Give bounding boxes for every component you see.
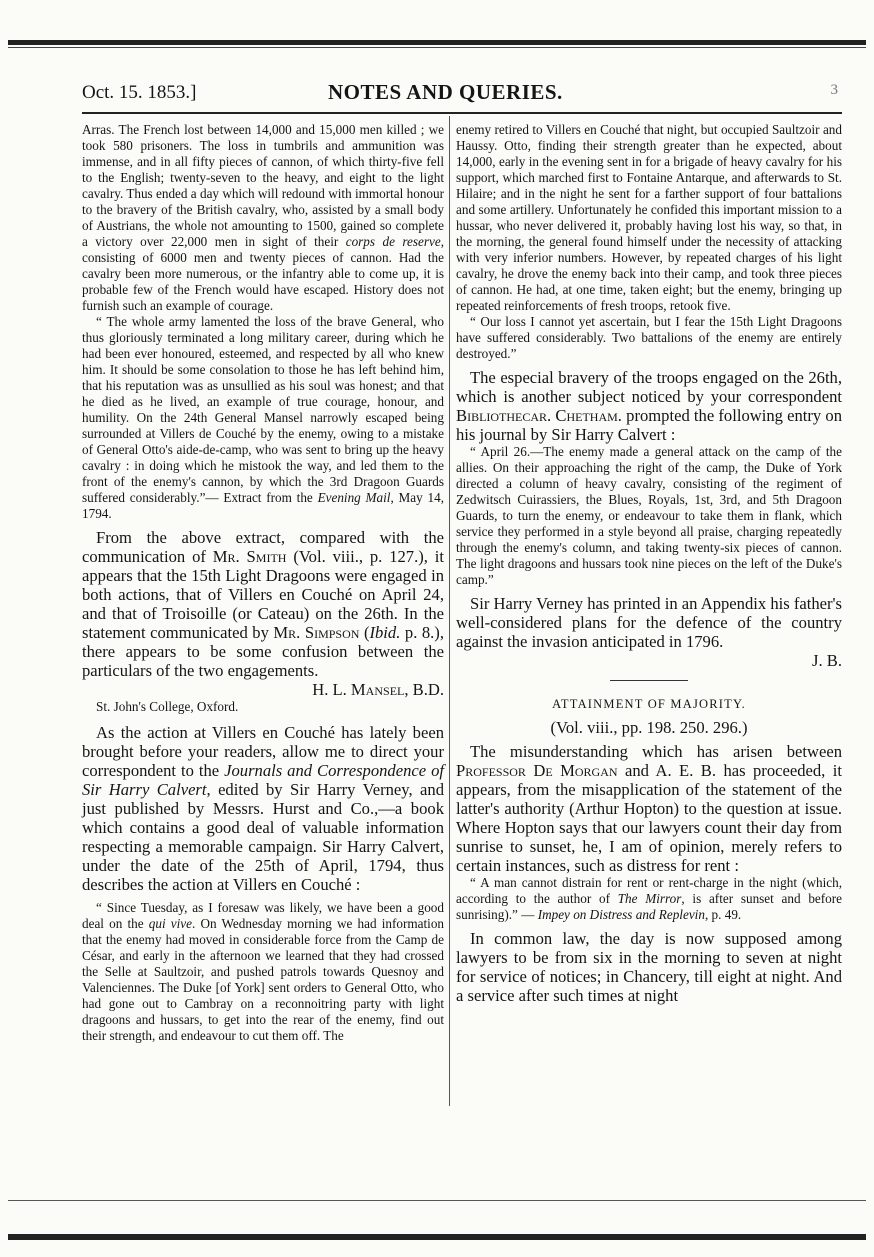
header-title: NOTES AND QUERIES.: [328, 80, 563, 104]
paragraph-especial-bravery: The especial bravery of the troops engaged on the 26th, which is another subject noticed by your correspondent Bibliothecar. Chetham. prompted the following entry on his journal by Sir Harry Calvert :: [456, 368, 843, 444]
section-separator: [610, 680, 688, 681]
header-page-number: 3: [830, 82, 838, 98]
paragraph-battle-account: Arras. The French lost between 14,000 and 15,000 men killed ; we took 580 prisoners. The loss in tumbrils and ammunition was immense, and in all fifty pieces of cannon, of which thirty-five fell to the English; twenty-seven to the heavy, and eight to the light cavalry. Thus ended a day which will redound with immortal honour to the bravery of the British cavalry, who, assisted by a small body of Austrians, the whole not amounting to 1500, gained so complete a victory over 22,000 men in sight of their corps de reserve, consisting of 6000 men and twenty pieces of cannon. Had the cavalry been more numerous, or the infantry able to come up, it is probable few of the French would have escaped. History does not furnish such an example of courage.: [82, 122, 444, 313]
paragraph-enemy-retired: enemy retired to Villers en Couché that night, but occupied Saultzoir and Haussy. Otto, finding their strength greater than he expected, about 14,000, early in the evening sent in for a brigade of heavy cavalry for his support, which marched first to Fontaine Antarque, and afterwards to St. Hilaire; and in the night he sent for a farther support of four battalions and some artillery. Unfortunately he confided this important mission to a hussar, who never delivered it, probably having lost his way, so that, in the morning, the general found himself under the necessity of attacking with very inferior numbers. However, by repeated charges of his light cavalry, he drove the enemy back into their camp, and took three pieces of cannon. He had, at one time, taken eight; but the enemy, bringing up repeated reinforcements of fresh troops, retook five.: [456, 122, 842, 313]
right-column: [456, 122, 842, 1005]
header-rule: [82, 112, 842, 114]
section-title: ATTAINMENT OF MAJORITY.: [552, 697, 746, 711]
signature-place: St. John's College, Oxford.: [96, 699, 239, 714]
column-divider: [449, 116, 450, 1106]
bottom-border-rule: [8, 1234, 866, 1240]
section-reference: (Vol. viii., pp. 198. 250. 296.): [550, 718, 748, 737]
paragraph-april-26-quote: “ April 26.—The enemy made a general attack on the camp of the allies. On their approaching the right of the camp, the Duke of York directed a column of heavy cavalry, consisting of the regiment of Zedwitsch Cuirassiers, the Blues, Royals, 1st, 3rd, and 5th Dragoon Guards, to turn the enemy, or endeavour to take them in flank, which service they performed in a style beyond all praise, charging repeatedly through the enemy's column, and taking twenty-six pieces of cannon. The light dragoons and hussars took nine pieces on the left of the Duke's camp.”: [456, 444, 842, 587]
left-column: [82, 122, 444, 1044]
paragraph-mansel-note: From the above extract, compared with the communication of Mr. Smith (Vol. viii., p. 127.), it appears that the 15th Light Dragoons were engaged in both actions, that of Villers en Couché on April 24, and that of Troisoille (or Cateau) on the 26th. In the statement communicated by Mr. Simpson (Ibid. p. 8.), there appears to be some confusion between the particulars of the two engagements.: [82, 528, 444, 680]
paragraph-distrain-quote: “ A man cannot distrain for rent or rent-charge in the night (which, according to the author of The Mirror, is after sunset and before sunrising).” — Impey on Distress and Replevin, p. 49.: [456, 875, 842, 922]
signature-mansel: H. L. Mansel, B.D.: [312, 680, 444, 699]
paragraph-villers-action: As the action at Villers en Couché has lately been brought before your readers, allow me to direct your correspondent to the Journals and Correspondence of Sir Harry Calvert, edited by Sir Harry Verney, and just published by Messrs. Hurst and Co.,—a book which contains a good deal of valuable information respecting a memorable campaign. Sir Harry Calvert, under the date of the 25th of April, 1794, thus describes the action at Villers en Couché :: [82, 723, 445, 894]
paragraph-loss-quote: “ Our loss I cannot yet ascertain, but I fear the 15th Light Dragoons have suffered considerably. Two battalions of the enemy are entirely destroyed.”: [456, 314, 842, 361]
running-header: [82, 80, 842, 110]
paragraph-misunderstanding: The misunderstanding which has arisen between Professor De Morgan and A. E. B. has proceeded, it appears, from the misapplication of the statement of the latter's authority (Arthur Hopton) to the question at issue. Where Hopton says that our lawyers count their day from sunrise to sunset, he, I am of opinion, merely refers to certain instances, such as distress for rent :: [456, 742, 842, 875]
header-date: Oct. 15. 1853.]: [82, 82, 197, 103]
top-border-thin-rule: [8, 47, 866, 48]
paragraph-verney-appendix: Sir Harry Verney has printed in an Appendix his father's well-considered plans for the defence of the country against the invasion anticipated in 1796.: [456, 594, 842, 651]
paragraph-calvert-quote: “ Since Tuesday, as I foresaw was likely, we have been a good deal on the qui vive. On Wednesday morning we had information that the enemy had moved in considerable force from the Camp de César, and early in the afternoon we learned that they had crossed the Selle at Saultzoir, and pushed patrols towards Quesnoy and Valenciennes. The Duke [of York] sent orders to General Otto, who had gone out to Cambray on a reconnoitring party with light dragoons and hussars, to get into the rear of the enemy, find out their strength, and endeavour to cut them off. The: [82, 900, 445, 1043]
paragraph-common-law: In common law, the day is now supposed among lawyers to be from six in the morning to seven at night for service of notices; in Chancery, till eight at night. And a service after such times at night: [456, 929, 842, 1005]
top-border-rule: [8, 40, 866, 45]
bottom-thin-rule: [8, 1200, 866, 1201]
paragraph-army-lament: “ The whole army lamented the loss of the brave General, who thus gloriously terminated a long military career, during which he had been ever honoured, esteemed, and respected by all who knew him. It should be some consolation to those he has left behind him, that his reputation was as unsullied as his soul was honest; and that he died as he lived, an example of true courage, honour, and humility. On the 24th General Mansel narrowly escaped being surrounded at Villers de Couché by the enemy, owing to a mistake of General Otto's aide-de-camp, who was sent to bring up the heavy cavalry : in doing which he mistook the way, and led them to the front of the enemy's cannon, by which the 3rd Dragoon Guards suffered considerably.”— Extract from the Evening Mail, May 14, 1794.: [82, 314, 444, 521]
signature-jb: J. B.: [812, 651, 842, 670]
